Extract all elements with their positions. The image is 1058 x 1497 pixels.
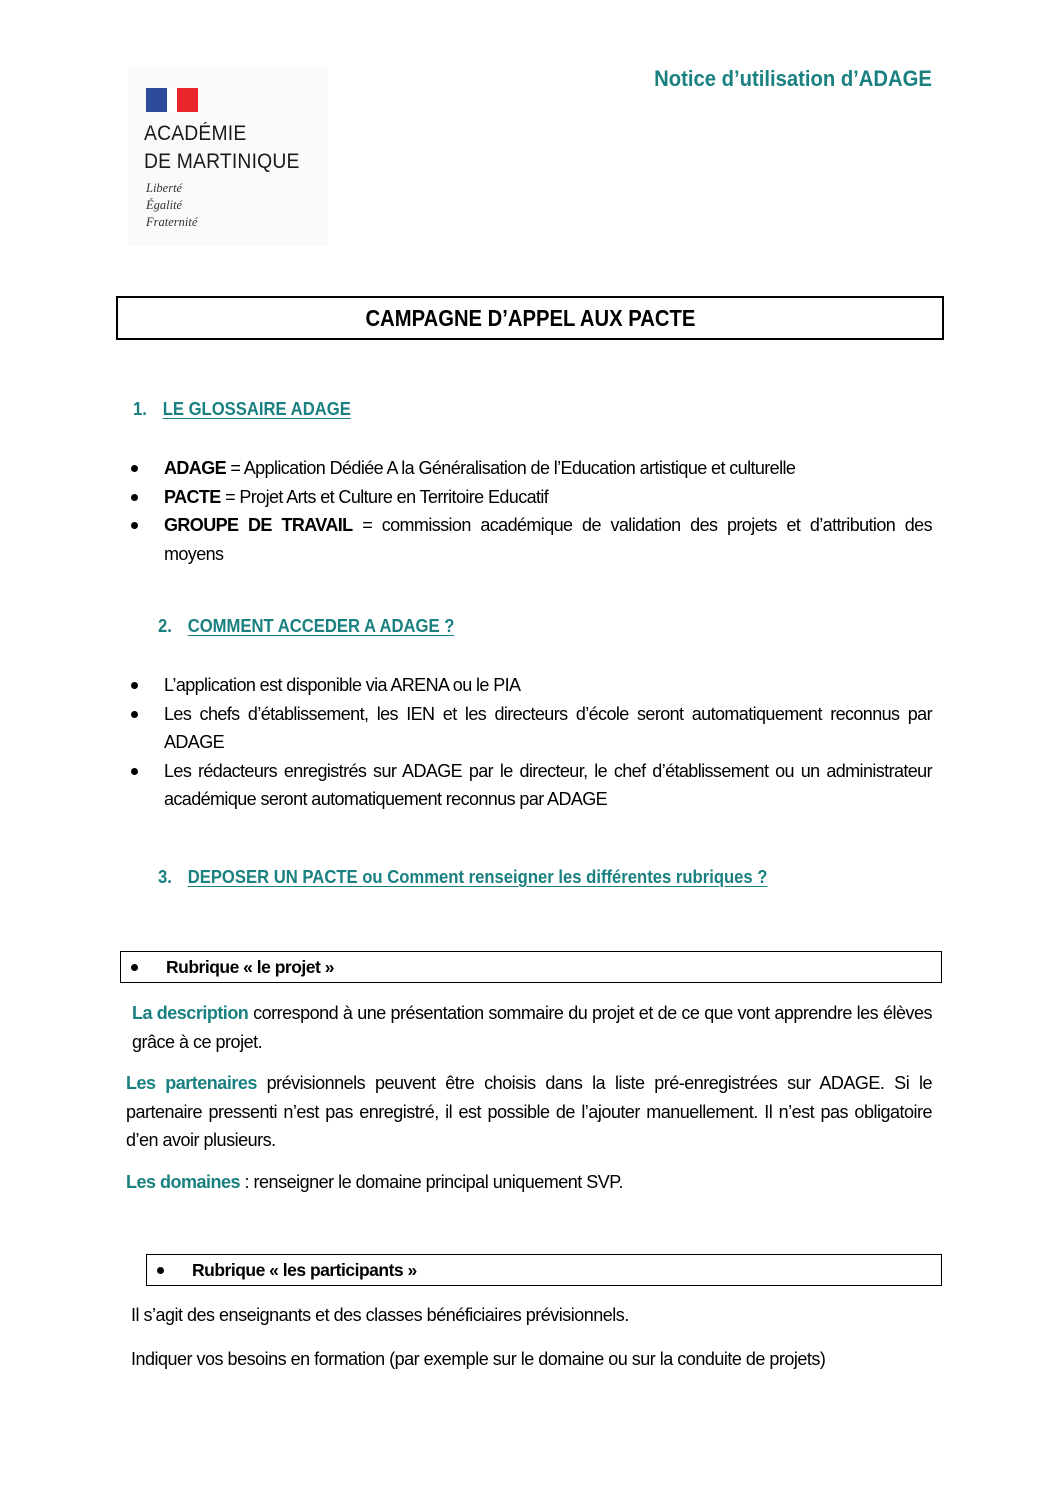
flag-blue xyxy=(146,88,167,112)
section-number: 2. xyxy=(158,615,172,636)
section-title: LE GLOSSAIRE ADAGE xyxy=(162,398,351,419)
glossary-item xyxy=(128,483,932,512)
paragraph-description xyxy=(132,999,932,1056)
rubric-participants-label: Rubrique « les participants » xyxy=(192,1259,417,1280)
glossary-definition: = Projet Arts et Culture en Territoire Educatif xyxy=(220,486,549,507)
document-title: Notice d’utilisation d’ADAGE xyxy=(654,66,932,91)
paragraph-participants-1: Il s’agit des enseignants et des classes bénéficiaires prévisionnels. xyxy=(131,1305,629,1325)
highlight-partenaires: Les partenaires xyxy=(126,1073,257,1093)
motto-fraternite: Fraternité xyxy=(146,215,198,229)
access-item: Les rédacteurs enregistrés sur ADAGE par le directeur, le chef d’établissement ou un administrateur académique seront automatiquement reconnus par ADAGE xyxy=(128,757,932,814)
paragraph-partenaires xyxy=(126,1069,932,1155)
paragraph-text: prévisionnels peuvent être choisis dans la liste pré-enregistrées sur ADAGE. Si le partenaire pressenti n’est pas enregistré, il est possible de l’ajouter manuellement. Il n’est pas obligatoire d’en avoir plusieurs. xyxy=(126,1073,932,1150)
section-number: 1. xyxy=(133,398,147,419)
campaign-title: CAMPAGNE D’APPEL AUX PACTE xyxy=(365,304,695,331)
glossary-item xyxy=(128,511,932,568)
flag-red xyxy=(177,88,198,112)
motto-egalite: Égalité xyxy=(146,198,183,212)
access-item: Les chefs d’établissement, les IEN et les directeurs d’école seront automatiquement reconnus par ADAGE xyxy=(128,700,932,757)
motto-liberte: Liberté xyxy=(146,181,183,195)
glossary-list xyxy=(128,454,932,568)
campaign-title-box xyxy=(116,296,944,340)
rubric-projet-box xyxy=(120,951,942,983)
glossary-item xyxy=(128,454,932,483)
logo-name xyxy=(144,120,300,176)
section-title: COMMENT ACCEDER A ADAGE ? xyxy=(187,615,455,636)
highlight-domaines: Les domaines xyxy=(126,1172,241,1192)
access-list xyxy=(128,671,932,814)
glossary-definition: = commission académique de validation des projets et d’attribution des moyens xyxy=(164,515,932,564)
rubric-projet-label: Rubrique « le projet » xyxy=(166,956,334,977)
section-title: DEPOSER UN PACTE ou Comment renseigner les différentes rubriques ? xyxy=(187,866,768,887)
logo-name-line2: DE MARTINIQUE xyxy=(144,150,300,173)
glossary-term: GROUPE DE TRAVAIL xyxy=(164,515,353,535)
logo-name-line1: ACADÉMIE xyxy=(144,122,247,145)
marianne-flag-icon xyxy=(146,88,198,112)
paragraph-domaines xyxy=(126,1168,932,1197)
rubric-participants-box xyxy=(146,1254,942,1286)
academie-logo xyxy=(128,68,328,246)
bullet-icon xyxy=(157,1267,164,1274)
glossary-term: PACTE xyxy=(164,486,221,507)
paragraph-text: : renseigner le domaine principal uniquement SVP. xyxy=(240,1172,623,1192)
bullet-icon xyxy=(131,964,138,971)
paragraph-text: correspond à une présentation sommaire du projet et de ce que vont apprendre les élèves grâce à ce projet. xyxy=(132,1003,932,1052)
glossary-definition: = Application Dédiée A la Généralisation de l’Education artistique et culturelle xyxy=(226,458,796,478)
glossary-term: ADAGE xyxy=(164,458,227,478)
highlight-description: La description xyxy=(132,1003,249,1023)
section-1-heading xyxy=(133,398,351,420)
access-item: L’application est disponible via ARENA ou le PIA xyxy=(128,671,932,700)
paragraph-participants-2: Indiquer vos besoins en formation (par exemple sur le domaine ou sur la conduite de projets) xyxy=(131,1349,826,1369)
flag-white xyxy=(167,88,177,112)
section-number: 3. xyxy=(158,866,172,887)
logo-motto xyxy=(146,180,197,231)
section-3-heading xyxy=(158,866,767,888)
section-2-heading xyxy=(158,615,454,637)
